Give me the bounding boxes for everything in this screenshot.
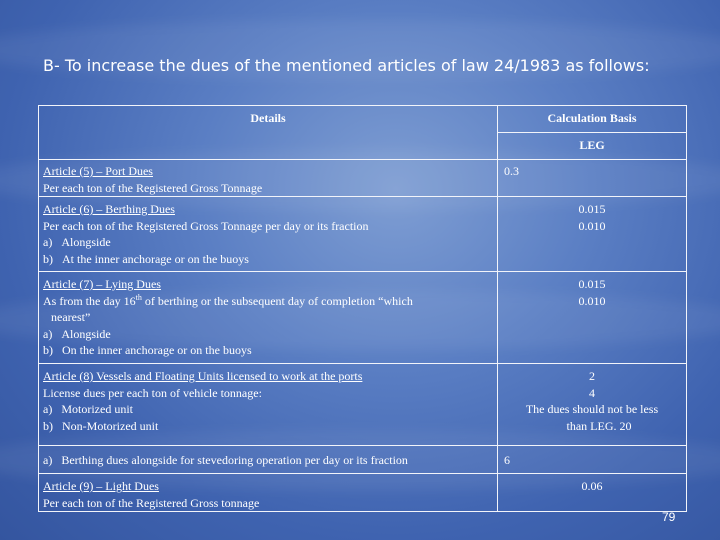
basis-note: The dues should not be less [525,402,659,416]
basis-note: than LEG. 20 [566,418,632,433]
basis-value: 0.015 [578,202,606,216]
table-header-row [39,106,687,133]
detail-line: Per each ton of the Registered Gross Tonnage per day or its fraction [43,218,369,233]
slide-heading: B- To increase the dues of the mentioned articles of law 24/1983 as follows: [43,56,650,75]
basis-cell [498,364,687,446]
basis-value: 0.010 [578,218,606,233]
dues-table [38,105,687,512]
basis-cell [498,160,687,197]
basis-value: 2 [589,369,595,383]
details-cell [39,474,498,512]
detail-line: As from the day 16th of berthing or the subsequent day of completion “which [43,292,413,308]
detail-line: License dues per each ton of vehicle tonnage: [43,385,262,400]
basis-value: 6 [504,453,510,467]
article-title: Article (6) – Berthing Dues [43,202,175,216]
details-cell [39,272,498,364]
list-item: b) Non-Motorized unit [43,418,159,433]
detail-line-continued: nearest” [51,310,91,324]
table-row [39,364,687,446]
detail-line: Per each ton of the Registered Gross tonnage [43,495,260,510]
basis-cell [498,474,687,512]
calculation-basis-header: Calculation Basis [498,106,687,133]
basis-cell [498,197,687,272]
basis-value: 0.010 [578,293,606,308]
article-title: Article (9) – Light Dues [43,479,159,493]
details-header: Details [39,106,498,160]
table-row [39,160,687,197]
article-title: Article (8) Vessels and Floating Units licensed to work at the ports [43,369,363,383]
list-item: a) Motorized unit [43,402,133,416]
list-item: a) Berthing dues alongside for stevedoring operation per day or its fraction [43,453,408,467]
list-item: a) Alongside [43,326,111,341]
basis-value: 0.015 [578,277,606,291]
list-item: b) On the inner anchorage or on the buoys [43,343,252,357]
unit-header: LEG [498,133,687,160]
list-item: b) At the inner anchorage or on the buoys [43,251,249,266]
details-cell [39,160,498,197]
table-row [39,197,687,272]
basis-cell [498,446,687,474]
details-cell [39,197,498,272]
basis-value: 4 [589,385,595,400]
article-title: Article (5) – Port Dues [43,164,153,178]
detail-line: Per each ton of the Registered Gross Tonnage [43,180,263,195]
basis-value: 0.3 [504,164,519,178]
details-cell [39,364,498,446]
list-item: a) Alongside [43,235,111,249]
table-row [39,474,687,512]
page-number: 79 [662,510,676,524]
details-cell [39,446,498,474]
table-row [39,272,687,364]
basis-cell [498,272,687,364]
article-title: Article (7) – Lying Dues [43,277,161,291]
basis-value: 0.06 [581,479,603,493]
table-row [39,446,687,474]
